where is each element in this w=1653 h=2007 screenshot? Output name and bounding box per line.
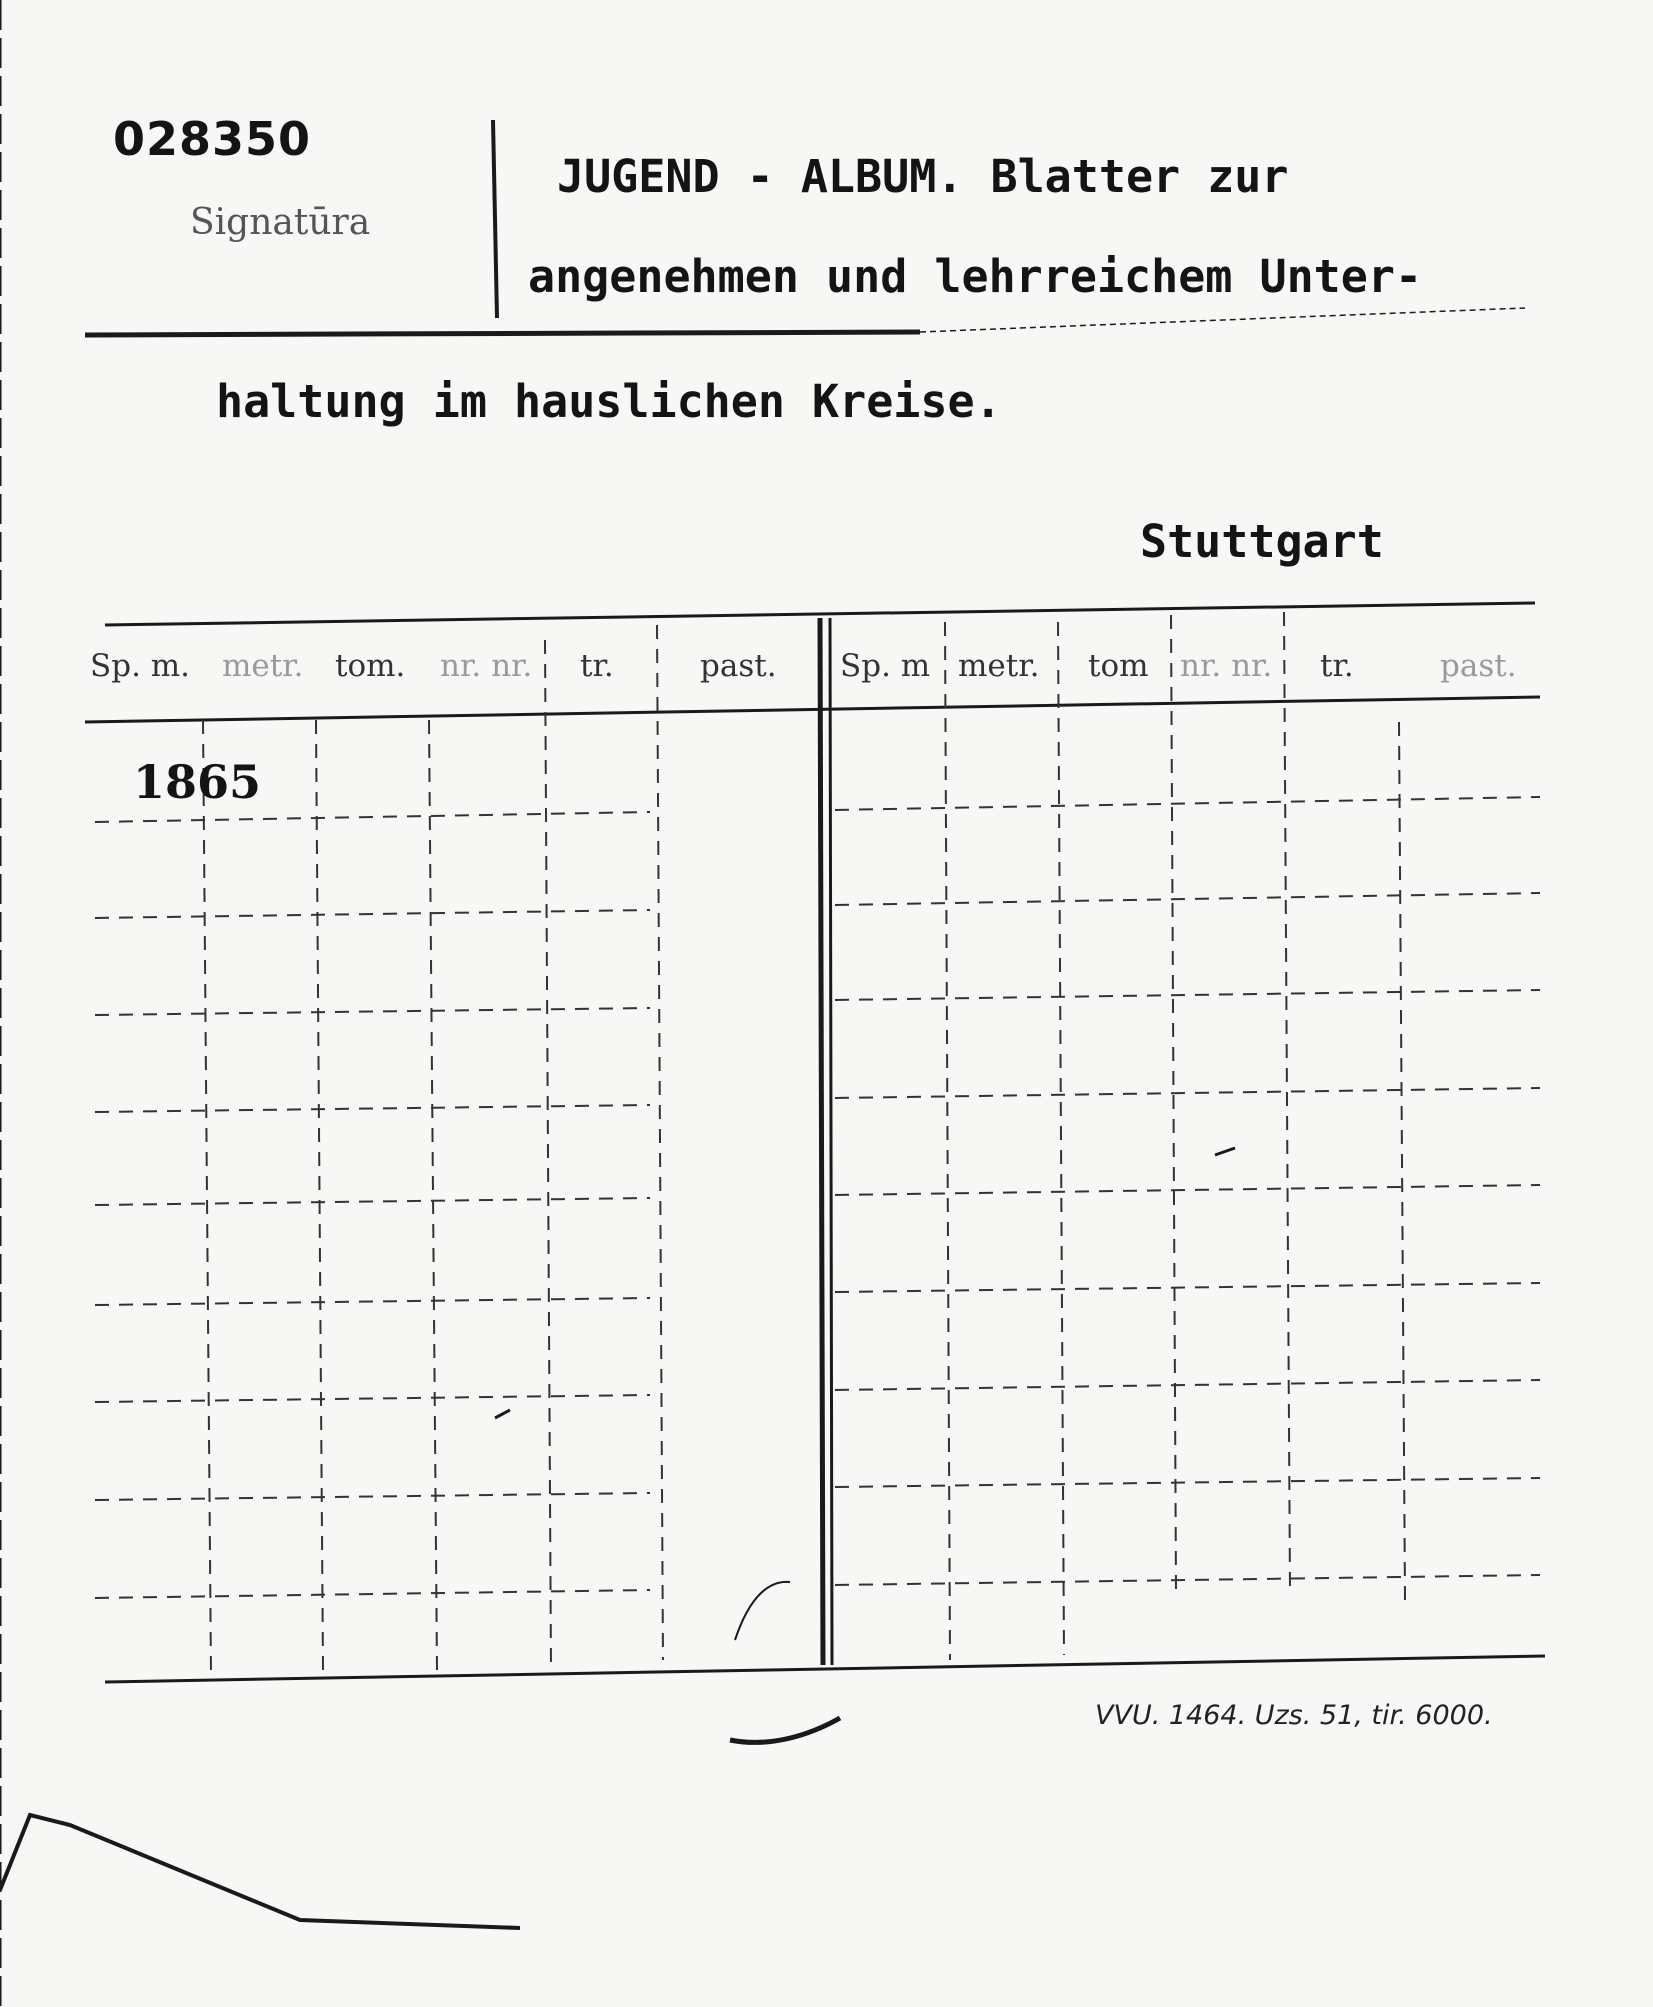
signatura-label: Signatūra [190, 202, 371, 243]
header-sp-m-right: Sp. m [840, 648, 931, 684]
catalog-note: VVU. 1464. Uzs. 51, tir. 6000. [1095, 1700, 1493, 1731]
publication-year: 1865 [133, 755, 262, 809]
publication-place: Stuttgart [1140, 515, 1384, 568]
header-metr-right: metr. [958, 648, 1040, 684]
header-nr-nr-left: nr. nr. [440, 648, 533, 684]
header-tr-right: tr. [1320, 648, 1354, 684]
header-past-right: past. [1440, 648, 1517, 684]
header-past-left: past. [700, 648, 777, 684]
header-tr-left: tr. [580, 648, 614, 684]
header-sp-m-left: Sp. m. [90, 648, 191, 684]
header-metr-left: metr. [222, 648, 304, 684]
title-line-1: JUGEND - ALBUM. Blatter zur [557, 150, 1289, 203]
title-line-2: angenehmen und lehrreichem Unter- [528, 250, 1423, 303]
header-nr-nr-right: nr. nr. [1180, 648, 1273, 684]
title-line-3: haltung im hauslichen Kreise. [216, 375, 1002, 428]
header-tom-right: tom [1088, 648, 1149, 684]
card-number: 028350 [113, 112, 312, 166]
header-tom-left: tom. [335, 648, 406, 684]
